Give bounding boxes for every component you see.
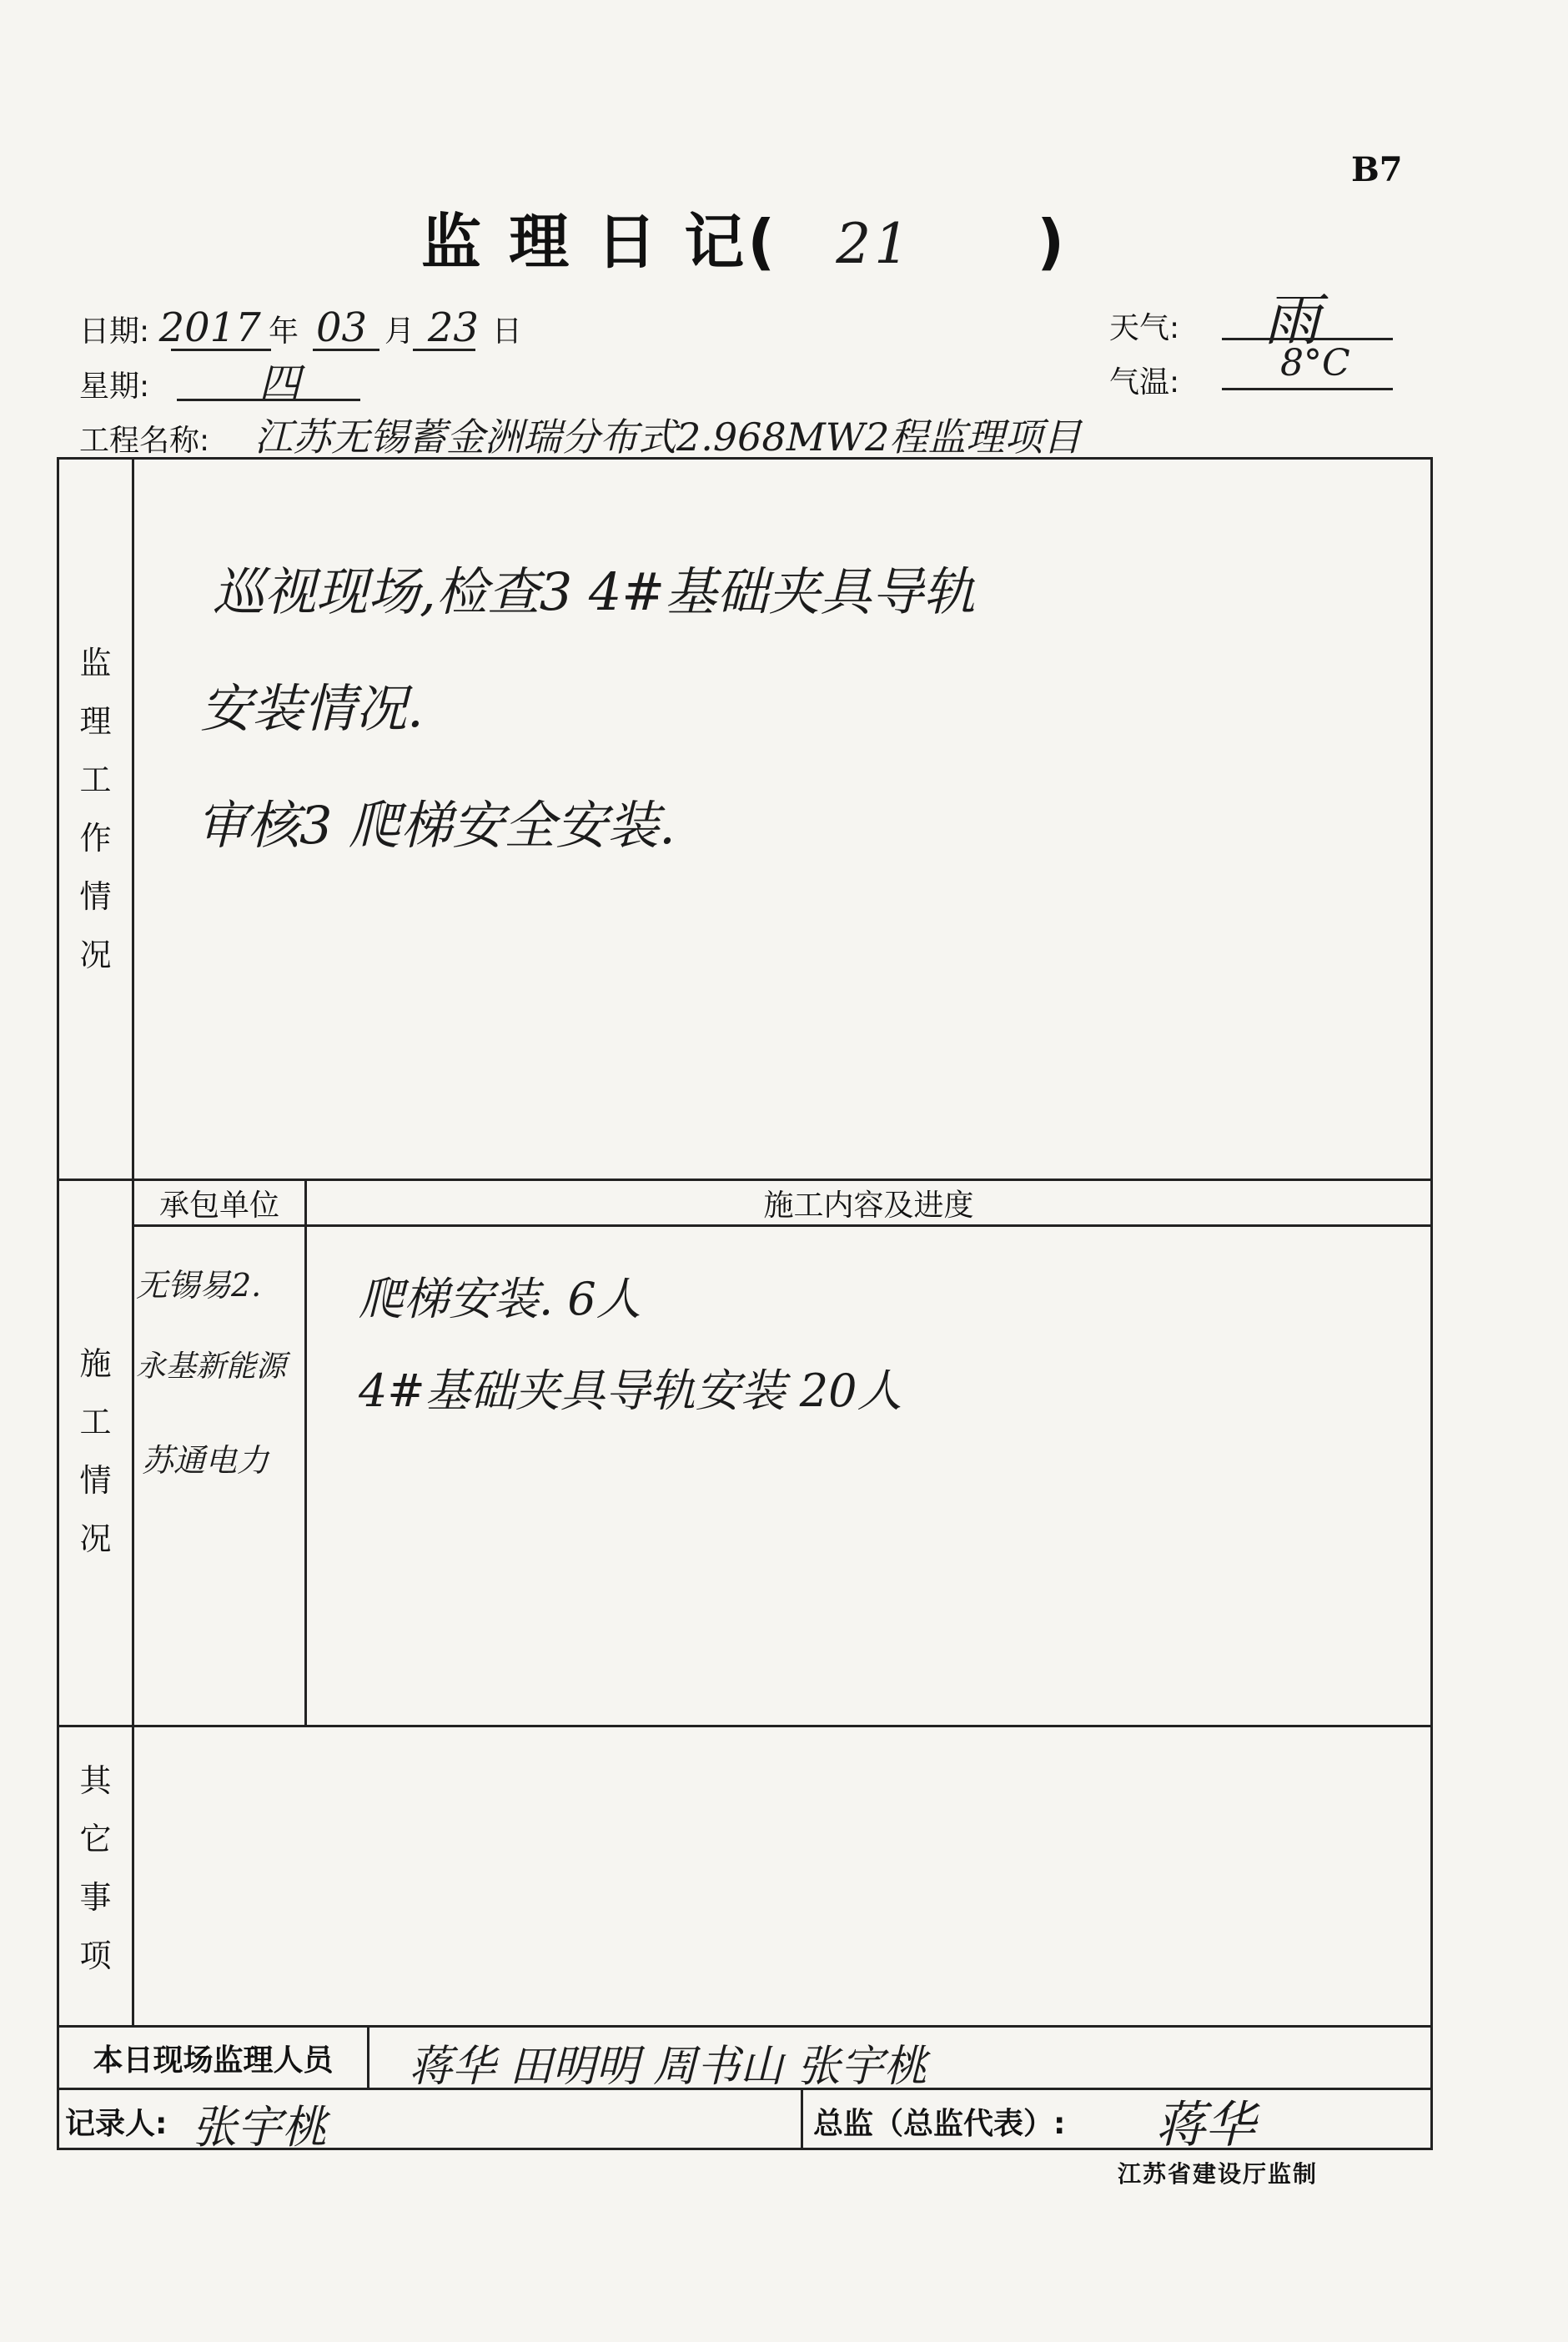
- rule-recorder-divider: [801, 2088, 803, 2150]
- progress-line: 4#基础夹具导轨安装 20人: [359, 1364, 902, 1417]
- chief-label: 总监（总监代表）:: [813, 2107, 1066, 2141]
- supervision-label-char: 监: [79, 645, 112, 681]
- date-year-unit: 年: [269, 314, 299, 349]
- contractor-line: 无锡易2.: [136, 1267, 262, 1304]
- temperature-value: 8°C: [1280, 342, 1350, 384]
- form-code: B7: [1351, 150, 1403, 189]
- date-year-underline: [171, 349, 271, 351]
- construction-label-char: 况: [79, 1520, 112, 1557]
- other-section-label: [59, 1751, 132, 1985]
- rule-construction-bottom: [57, 1725, 1433, 1727]
- supervision-line: 巡视现场,检查3 4#基础夹具导轨: [213, 561, 976, 622]
- date-month-unit: 月: [384, 314, 415, 349]
- chief-signature: 蒋华: [1155, 2096, 1255, 2154]
- date-month: 03: [315, 304, 368, 351]
- supervision-label-char: 作: [79, 820, 112, 857]
- construction-label-char: 工: [79, 1404, 112, 1440]
- supervision-label-char: 工: [79, 761, 112, 798]
- date-label: 日期:: [79, 314, 150, 349]
- date-day: 23: [427, 304, 479, 351]
- recorder-signature: 张宇桃: [192, 2101, 327, 2154]
- project-value: 江苏无锡蓄金洲瑞分布式2.968MW2程监理项目: [254, 415, 1082, 460]
- temperature-underline: [1222, 388, 1393, 390]
- other-label-char: 其: [79, 1762, 112, 1799]
- date-month-underline: [313, 349, 379, 351]
- date-field: [79, 304, 522, 351]
- weekday-underline: [177, 399, 360, 401]
- staff-label: 本日现场监理人员: [93, 2043, 334, 2078]
- construction-section-label: [59, 1334, 132, 1568]
- other-label-char: 项: [79, 1937, 112, 1974]
- page-title: [421, 193, 1068, 280]
- date-year: 2017: [158, 304, 261, 351]
- supervision-line: 审核3 爬梯安全安装.: [196, 795, 676, 856]
- construction-label-char: 情: [79, 1462, 112, 1499]
- temperature-label: 气温:: [1109, 365, 1180, 400]
- project-label: 工程名称:: [79, 424, 210, 458]
- rule-construction-header: [132, 1224, 1433, 1227]
- contractor-line: 苏通电力: [142, 1442, 269, 1479]
- weather-label: 天气:: [1109, 311, 1180, 345]
- supervision-label-char: 情: [79, 878, 112, 915]
- weekday-label: 星期:: [79, 369, 150, 404]
- weekday-value: 四: [259, 359, 300, 408]
- contractor-header: 承包单位: [158, 1188, 279, 1223]
- rule-contractor-column: [304, 1179, 307, 1725]
- date-day-unit: 日: [491, 314, 522, 349]
- title-number: 21: [836, 212, 913, 276]
- supervision-label-char: 理: [79, 703, 112, 740]
- weather-value: 雨: [1264, 288, 1321, 354]
- rule-label-column: [132, 457, 134, 2025]
- weather-underline: [1222, 338, 1393, 340]
- title-close: ): [1037, 207, 1068, 277]
- date-day-underline: [413, 349, 475, 351]
- supervision-section-label: [59, 634, 132, 984]
- supervision-label-char: 况: [79, 937, 112, 973]
- recorder-label: 记录人:: [65, 2107, 168, 2141]
- progress-header: 施工内容及进度: [763, 1188, 974, 1223]
- contractor-line: 永基新能源: [136, 1349, 287, 1384]
- rule-staff-label: [367, 2025, 369, 2088]
- issuer-footer: 江苏省建设厅监制: [1118, 2160, 1319, 2188]
- other-label-char: 事: [79, 1879, 112, 1916]
- progress-line: 爬梯安装. 6人: [359, 1273, 641, 1325]
- other-label-char: 它: [79, 1821, 112, 1857]
- construction-label-char: 施: [79, 1345, 112, 1382]
- staff-value: 蒋华 田明明 周书山 张宇桃: [409, 2042, 927, 2092]
- supervision-line: 安装情况.: [200, 678, 424, 739]
- title-text: 监 理 日 记(: [421, 207, 779, 277]
